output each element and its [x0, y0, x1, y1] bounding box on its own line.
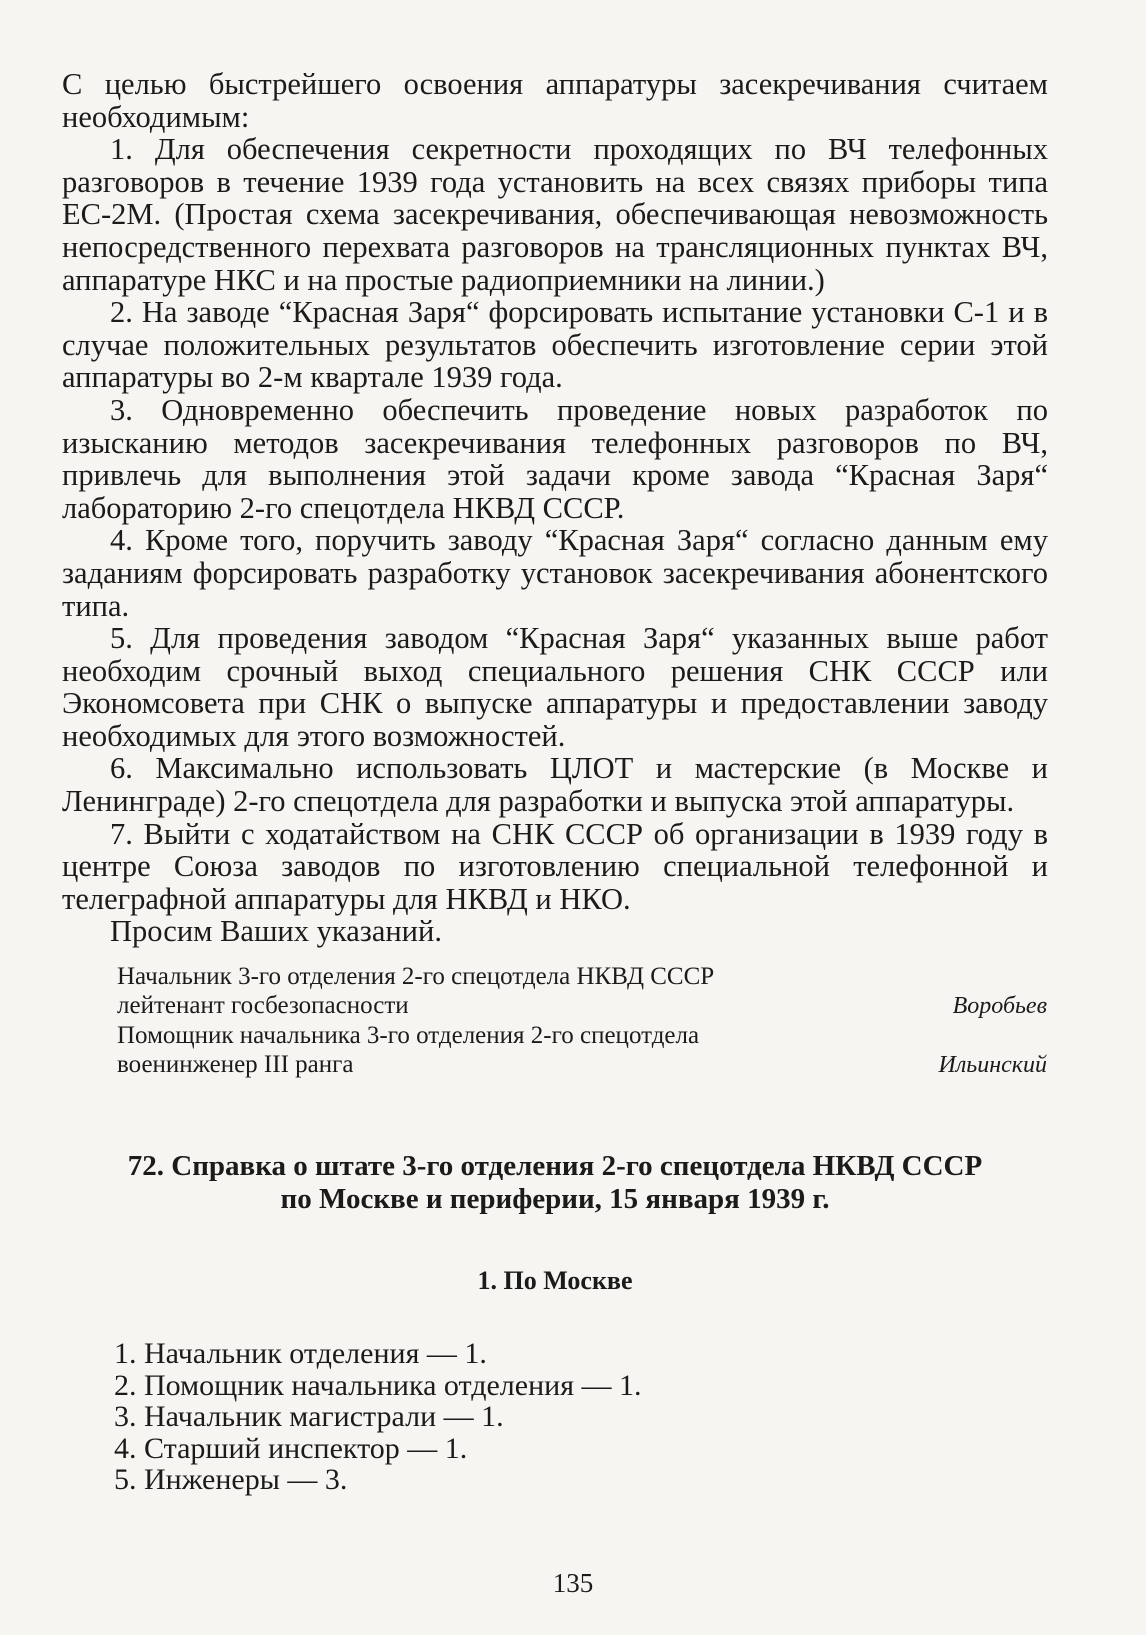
list-item: 1. Начальник отделения — 1.: [114, 1337, 487, 1371]
page-number: 135: [552, 1568, 594, 1598]
signature-name-1: Воробьев: [952, 993, 1047, 1020]
paragraph-item-4: 4. Кроме того, поручить заводу “Красная Заря“ согласно данным ему заданиям форсировать разработку установок засекречивания абонентского типа.: [62, 523, 1048, 623]
list-item: 4. Старший инспектор — 1.: [114, 1431, 468, 1465]
list-item: 5. Инженеры — 3.: [114, 1463, 348, 1497]
signature-block: [117, 962, 1047, 1080]
signature-title-1: Начальник 3-го отделения 2-го спецотдела НКВД СССР: [117, 963, 715, 991]
signature-row-2: [117, 1050, 1047, 1080]
paragraph-item-6: 6. Максимально использовать ЦЛОТ и мастерские (в Москве и Ленинграде) 2-го спецотдела для разработки и выпуска этой аппаратуры.: [62, 751, 1048, 819]
paragraph-item-3: 3. Одновременно обеспечить проведение новых разработок по изысканию методов засекречивания телефонных разговоров по ВЧ, привлечь для выполнения этой задачи кроме завода “Красная Заря“ лабораторию 2-го спецотдела НКВД СССР.: [62, 392, 1048, 525]
signature-title-2: Помощник начальника 3-го отделения 2-го спецотдела: [117, 1022, 700, 1050]
document-title: [62, 1150, 1048, 1216]
signature-row-1: [117, 991, 1047, 1021]
section-heading: 1. По Москве: [477, 1266, 633, 1296]
paragraph-item-5: 5. Для проведения заводом “Красная Заря“ указанных выше работ необходим срочный выход специального решения СНК СССР или Экономсовета при СНК о выпуске аппаратуры и предоставлении заводу необходимых для этого возможностей.: [62, 621, 1048, 753]
document-title-line-1: 72. Справка о штате 3-го отделения 2-го спецотдела НКВД СССР: [127, 1150, 983, 1183]
list-item: 2. Помощник начальника отделения — 1.: [114, 1368, 642, 1402]
signature-name-2: Ильинский: [938, 1052, 1047, 1079]
intro-paragraph: С целью быстрейшего освоения аппаратуры засекречивания считаем необходимым:: [62, 67, 1048, 134]
paragraph-item-7: 7. Выйти с ходатайством на СНК СССР об организации в 1939 году в центре Союза заводов по изготовлению специальной телефонной и телеграфной аппаратуры для НКВД и НКО.: [62, 816, 1048, 916]
staff-list: [114, 1338, 1048, 1496]
paragraph-item-2: 2. На заводе “Красная Заря“ форсировать испытание установки С-1 и в случае положительных результатов обеспечить изготовление серии этой аппаратуры во 2-м квартале 1939 года.: [62, 295, 1048, 395]
document-page: [62, 68, 1048, 1512]
document-title-line-2: по Москве и периферии, 15 января 1939 г.: [280, 1183, 830, 1216]
signature-rank-1: лейтенант госбезопасности: [117, 992, 409, 1020]
closing-request: Просим Ваших указаний.: [110, 914, 442, 949]
signature-rank-2: военинженер III ранга: [117, 1051, 354, 1079]
paragraph-item-1: 1. Для обеспечения секретности проходящих по ВЧ телефонных разговоров в течение 1939 года установить на всех связях приборы типа ЕС-2М. (Простая схема засекречивания, обеспечивающая невозможность непосредственного перехвата разговоров на трансляционных пунктах ВЧ, аппаратуре НКС и на простые радиоприемники на линии.): [62, 132, 1048, 297]
list-item: 3. Начальник магистрали — 1.: [114, 1400, 504, 1434]
